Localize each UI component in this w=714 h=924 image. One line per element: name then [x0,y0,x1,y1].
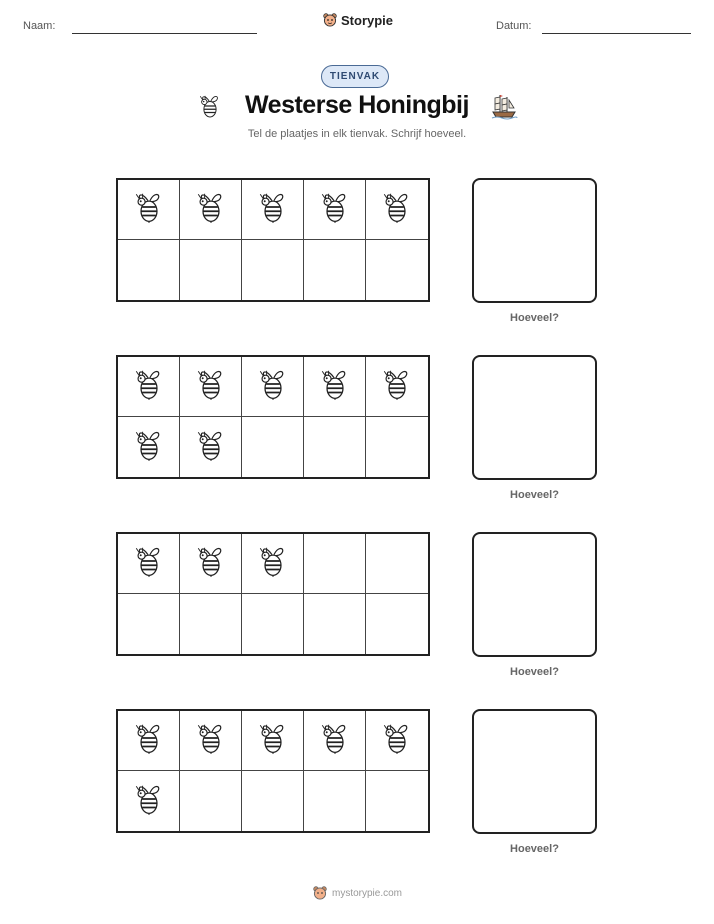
worksheet-type-badge: TIENVAK [321,65,389,88]
bee-icon [318,190,352,229]
bee-icon [380,190,414,229]
ten-frame-cell [242,417,304,477]
ten-frame [116,532,430,656]
ten-frame-cell [118,534,180,594]
ten-frame-cell [118,240,180,300]
answer-label: Hoeveel? [510,312,559,324]
ten-frame-cell [118,357,180,417]
ten-frame [116,178,430,302]
ten-frame-cell [304,534,366,594]
ten-frame-cell [180,240,242,300]
bee-icon [380,367,414,406]
ten-frame-cell [304,357,366,417]
ten-frame-cell [366,771,428,831]
bee-icon [132,721,166,760]
ten-frame-cell [304,771,366,831]
bee-icon [318,367,352,406]
bee-icon [132,782,166,821]
ten-frame-cell [242,240,304,300]
ten-frame-cell [242,594,304,654]
ten-frame-cell [180,594,242,654]
ten-frame [116,355,430,479]
ten-frame-cell [366,417,428,477]
ten-frame-cell [304,711,366,771]
ten-frame-cell [242,534,304,594]
answer-box[interactable] [472,709,597,834]
bee-icon [194,721,228,760]
ten-frame-cell [304,240,366,300]
answer-label: Hoeveel? [510,489,559,501]
bee-icon [132,367,166,406]
answer-label: Hoeveel? [510,666,559,678]
footer-url: mystorypie.com [331,887,402,899]
bee-icon [194,544,228,583]
ten-frame-cell [304,180,366,240]
date-label: Datum: [496,20,532,32]
ten-frame-cell [180,771,242,831]
bee-icon [132,544,166,583]
name-label: Naam: [23,20,56,32]
ten-frame [116,709,430,833]
ten-frame-cell [180,357,242,417]
ten-frame-cell [242,771,304,831]
ten-frame-cell [366,357,428,417]
date-line[interactable] [542,33,691,34]
ten-frame-cell [118,594,180,654]
answer-label: Hoeveel? [510,843,559,855]
worksheet-instructions: Tel de plaatjes in elk tienvak. Schrijf hoeveel. [247,128,467,140]
bee-icon [194,190,228,229]
ten-frame-cell [242,357,304,417]
ten-frame-cell [366,180,428,240]
ten-frame-cell [366,594,428,654]
ten-frame-cell [366,711,428,771]
name-line[interactable] [72,33,257,34]
ten-frame-cell [366,534,428,594]
storypie-mascot-icon [312,885,328,901]
ten-frame-cell [118,711,180,771]
storypie-mascot-icon [322,12,338,28]
ten-frame-cell [304,594,366,654]
bee-icon [256,190,290,229]
ten-frame-cell [242,180,304,240]
worksheet-title: Westerse Honingbij [245,91,469,119]
brand-name: Storypie [341,12,394,28]
bee-icon [194,367,228,406]
ten-frame-cell [366,240,428,300]
bee-icon [318,721,352,760]
bee-icon [132,190,166,229]
ten-frame-cell [118,417,180,477]
ten-frame-cell [304,417,366,477]
ten-frame-cell [118,771,180,831]
ten-frame-cell [180,711,242,771]
answer-box[interactable] [472,532,597,657]
ten-frame-cell [118,180,180,240]
answer-box[interactable] [472,178,597,303]
ten-frame-cell [180,417,242,477]
footer [0,885,714,901]
ten-frame-cell [242,711,304,771]
ten-frame-cell [180,534,242,594]
answer-box[interactable] [472,355,597,480]
bee-icon [132,428,166,467]
ten-frame-cell [180,180,242,240]
bee-icon [256,544,290,583]
bee-icon [256,367,290,406]
bee-icon [194,428,228,467]
bee-icon [380,721,414,760]
brand-logo [322,12,393,28]
bee-icon [256,721,290,760]
